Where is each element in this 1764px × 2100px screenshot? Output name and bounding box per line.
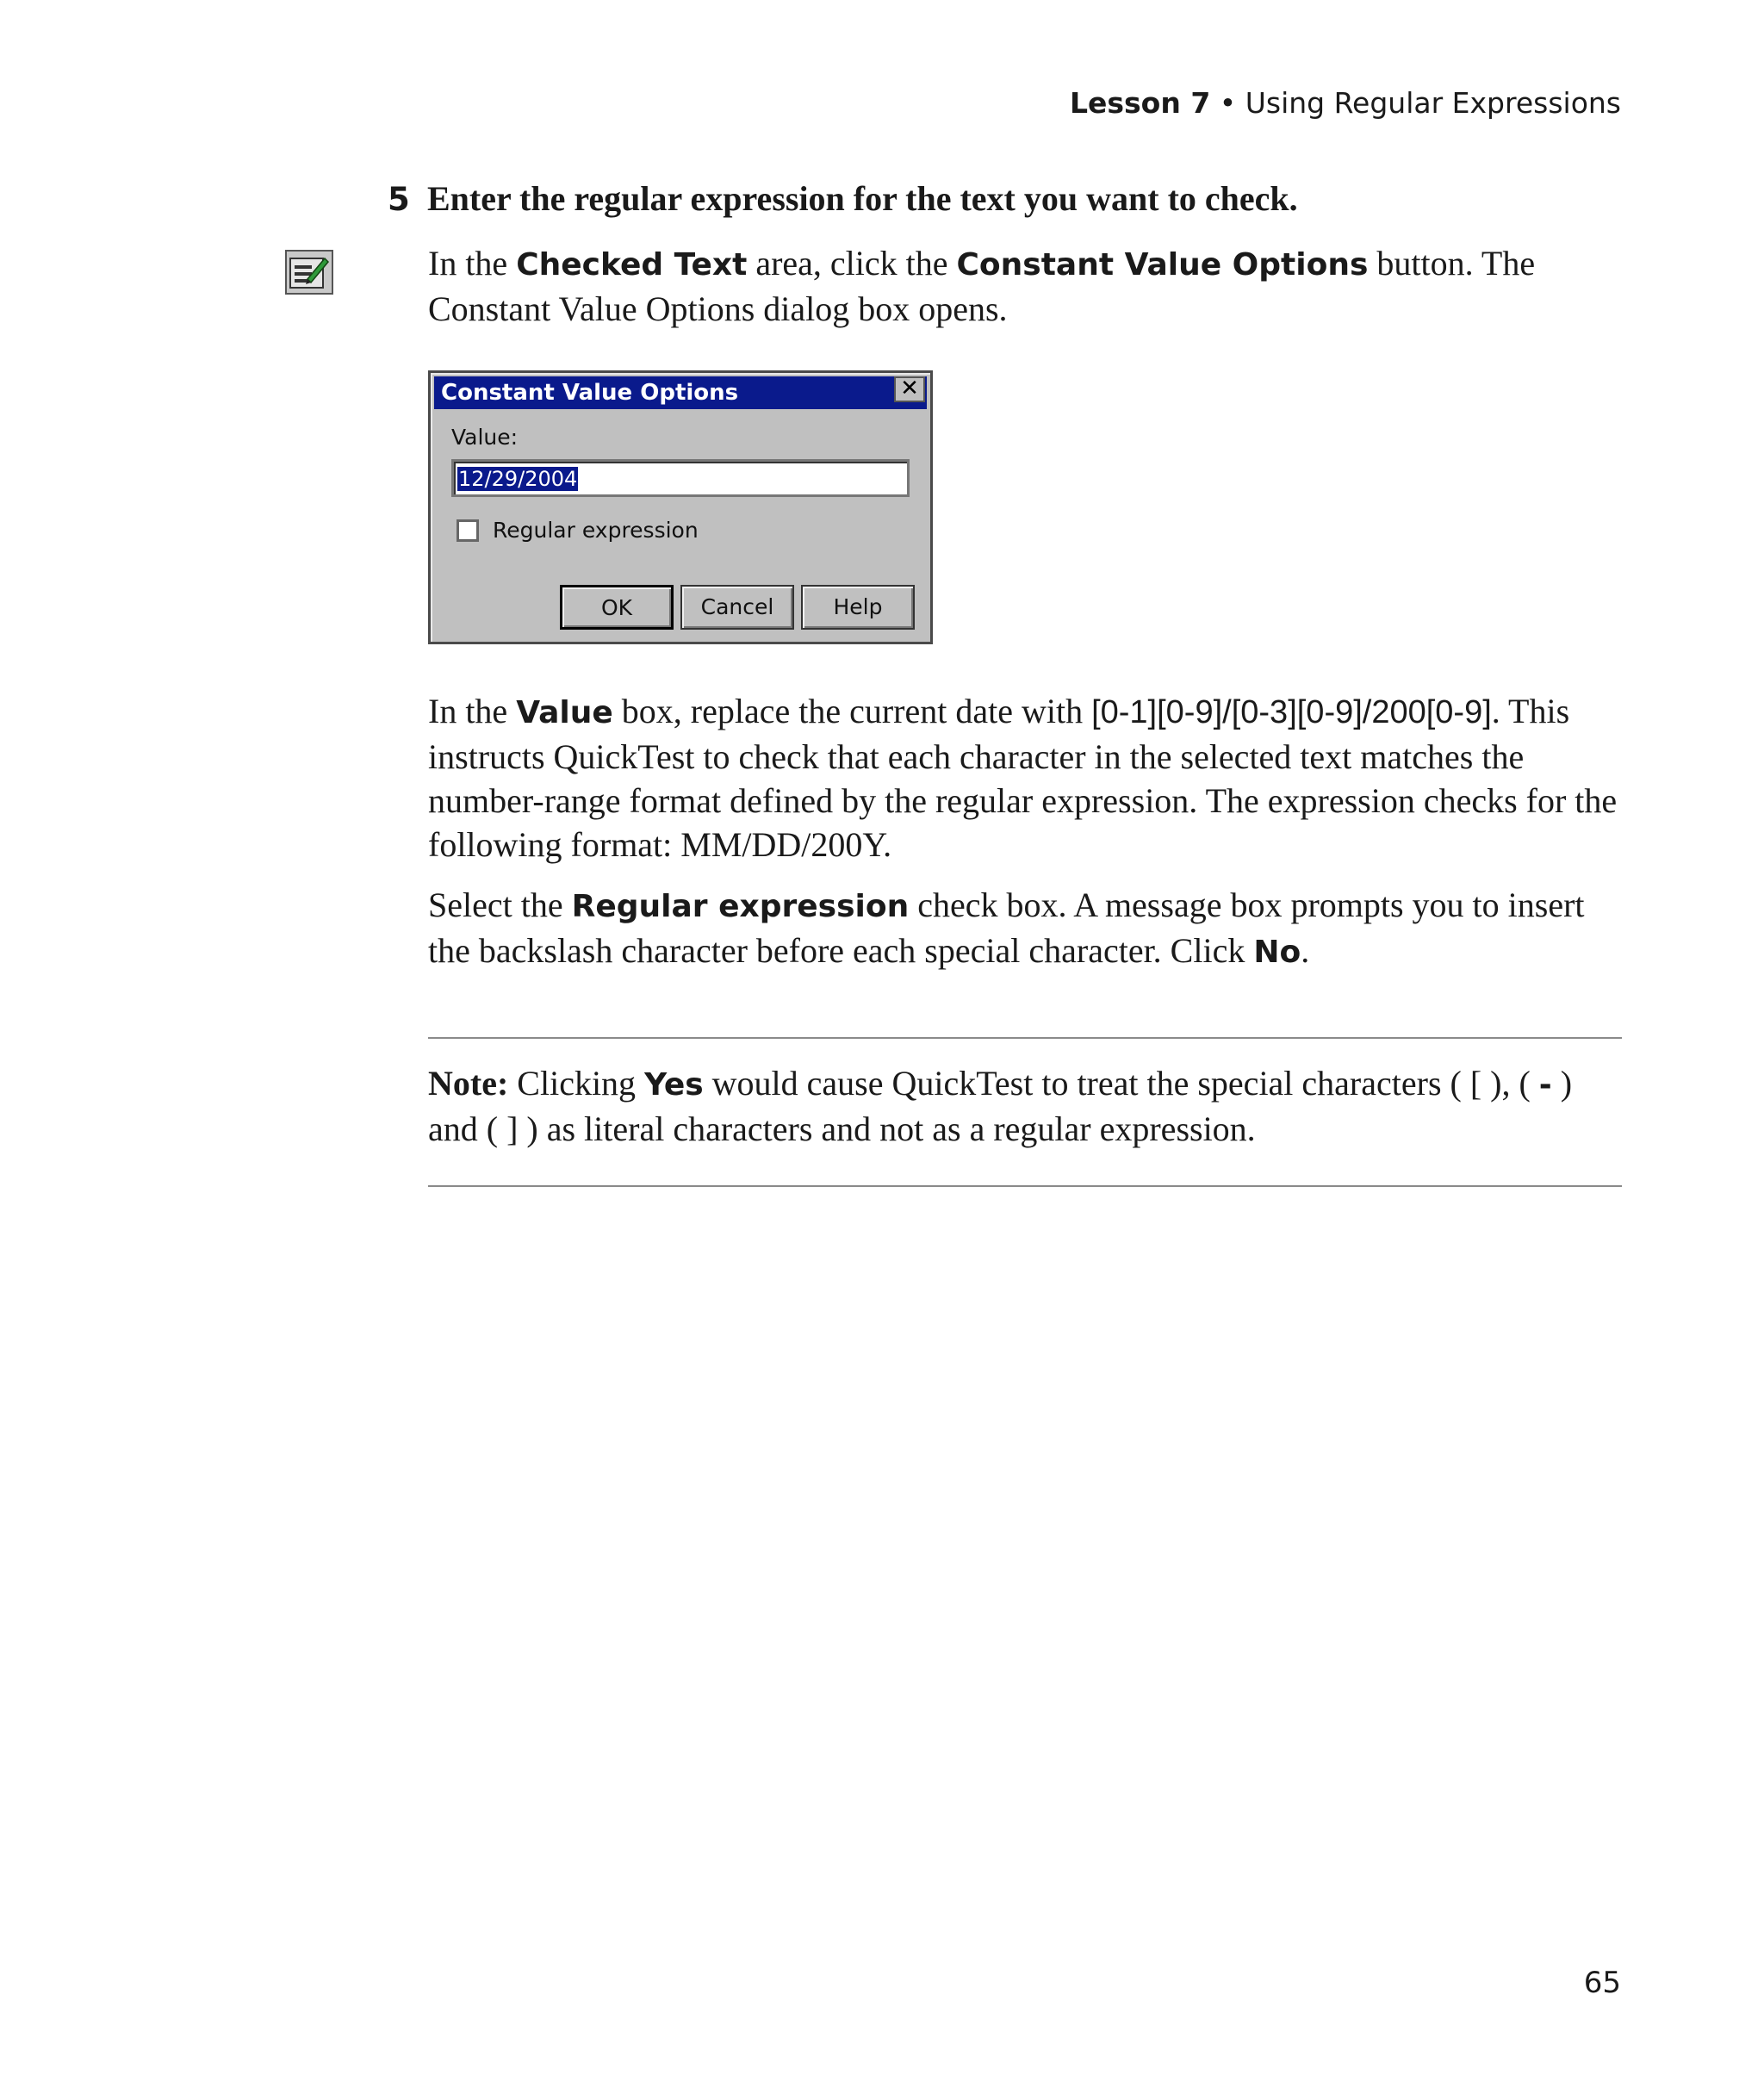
lesson-title: Using Regular Expressions bbox=[1245, 86, 1621, 120]
dash-term: - bbox=[1538, 1067, 1552, 1103]
paragraph-regular-expression bbox=[428, 883, 1625, 974]
value-input-text: 12/29/2004 bbox=[458, 467, 578, 491]
regular-expression-checkbox[interactable] bbox=[457, 519, 479, 542]
dialog-title: Constant Value Options bbox=[434, 376, 927, 409]
regular-expression-term: Regular expression bbox=[571, 889, 910, 924]
checked-text-term: Checked Text bbox=[516, 247, 748, 283]
note bbox=[428, 1061, 1625, 1151]
text: In the bbox=[428, 244, 517, 283]
text: area, click the bbox=[747, 244, 957, 283]
text: . This instructs QuickTest to check that each character in the selected text matches the number-range format defined by the regular expression. The expression checks for the following format: MM/DD/200Y. bbox=[428, 692, 1618, 864]
paragraph-value-box bbox=[428, 689, 1625, 867]
text: would cause QuickTest to treat the special characters ( [ ), ( bbox=[703, 1064, 1539, 1103]
note-label: Note: bbox=[428, 1064, 509, 1103]
text: check box. A message box prompts you to insert the backslash character before each special character. Click bbox=[428, 885, 1585, 970]
text: . bbox=[1301, 931, 1310, 970]
step-heading bbox=[388, 178, 1623, 219]
text: Select the bbox=[428, 885, 572, 924]
ok-button[interactable]: OK bbox=[560, 585, 674, 630]
constant-value-options-term: Constant Value Options bbox=[956, 247, 1369, 283]
help-button[interactable]: Help bbox=[801, 585, 915, 630]
note-bottom-rule bbox=[428, 1185, 1622, 1187]
page-number: 65 bbox=[1583, 1966, 1621, 2000]
text: ) and ( ] ) as literal characters and not as a regular expression. bbox=[428, 1064, 1573, 1148]
lesson-label: Lesson 7 bbox=[1069, 86, 1211, 120]
text: In the bbox=[428, 692, 517, 730]
paragraph-checked-text bbox=[428, 241, 1625, 331]
value-label: Value: bbox=[451, 425, 519, 450]
cancel-button[interactable]: Cancel bbox=[680, 585, 794, 630]
text: Clicking bbox=[508, 1064, 645, 1103]
regex-code: [0-1][0-9]/[0-3][0-9]/200[0-9] bbox=[1091, 694, 1492, 730]
text: button. The Constant Value Options dialog box opens. bbox=[428, 244, 1536, 328]
running-header bbox=[1070, 86, 1621, 120]
text: box, replace the current date with bbox=[612, 692, 1092, 730]
note-top-rule bbox=[428, 1037, 1622, 1039]
close-icon[interactable]: ✕ bbox=[894, 376, 925, 402]
header-separator: • bbox=[1210, 86, 1245, 120]
step-number: 5 bbox=[388, 181, 410, 218]
regular-expression-label: Regular expression bbox=[493, 518, 699, 543]
constant-value-options-dialog bbox=[428, 370, 933, 644]
no-term: No bbox=[1253, 935, 1301, 970]
value-term: Value bbox=[516, 695, 613, 730]
step-text: Enter the regular expression for the text you want to check. bbox=[427, 179, 1298, 218]
constant-value-options-icon bbox=[285, 250, 333, 295]
value-input[interactable] bbox=[451, 459, 910, 497]
yes-term: Yes bbox=[644, 1067, 704, 1103]
